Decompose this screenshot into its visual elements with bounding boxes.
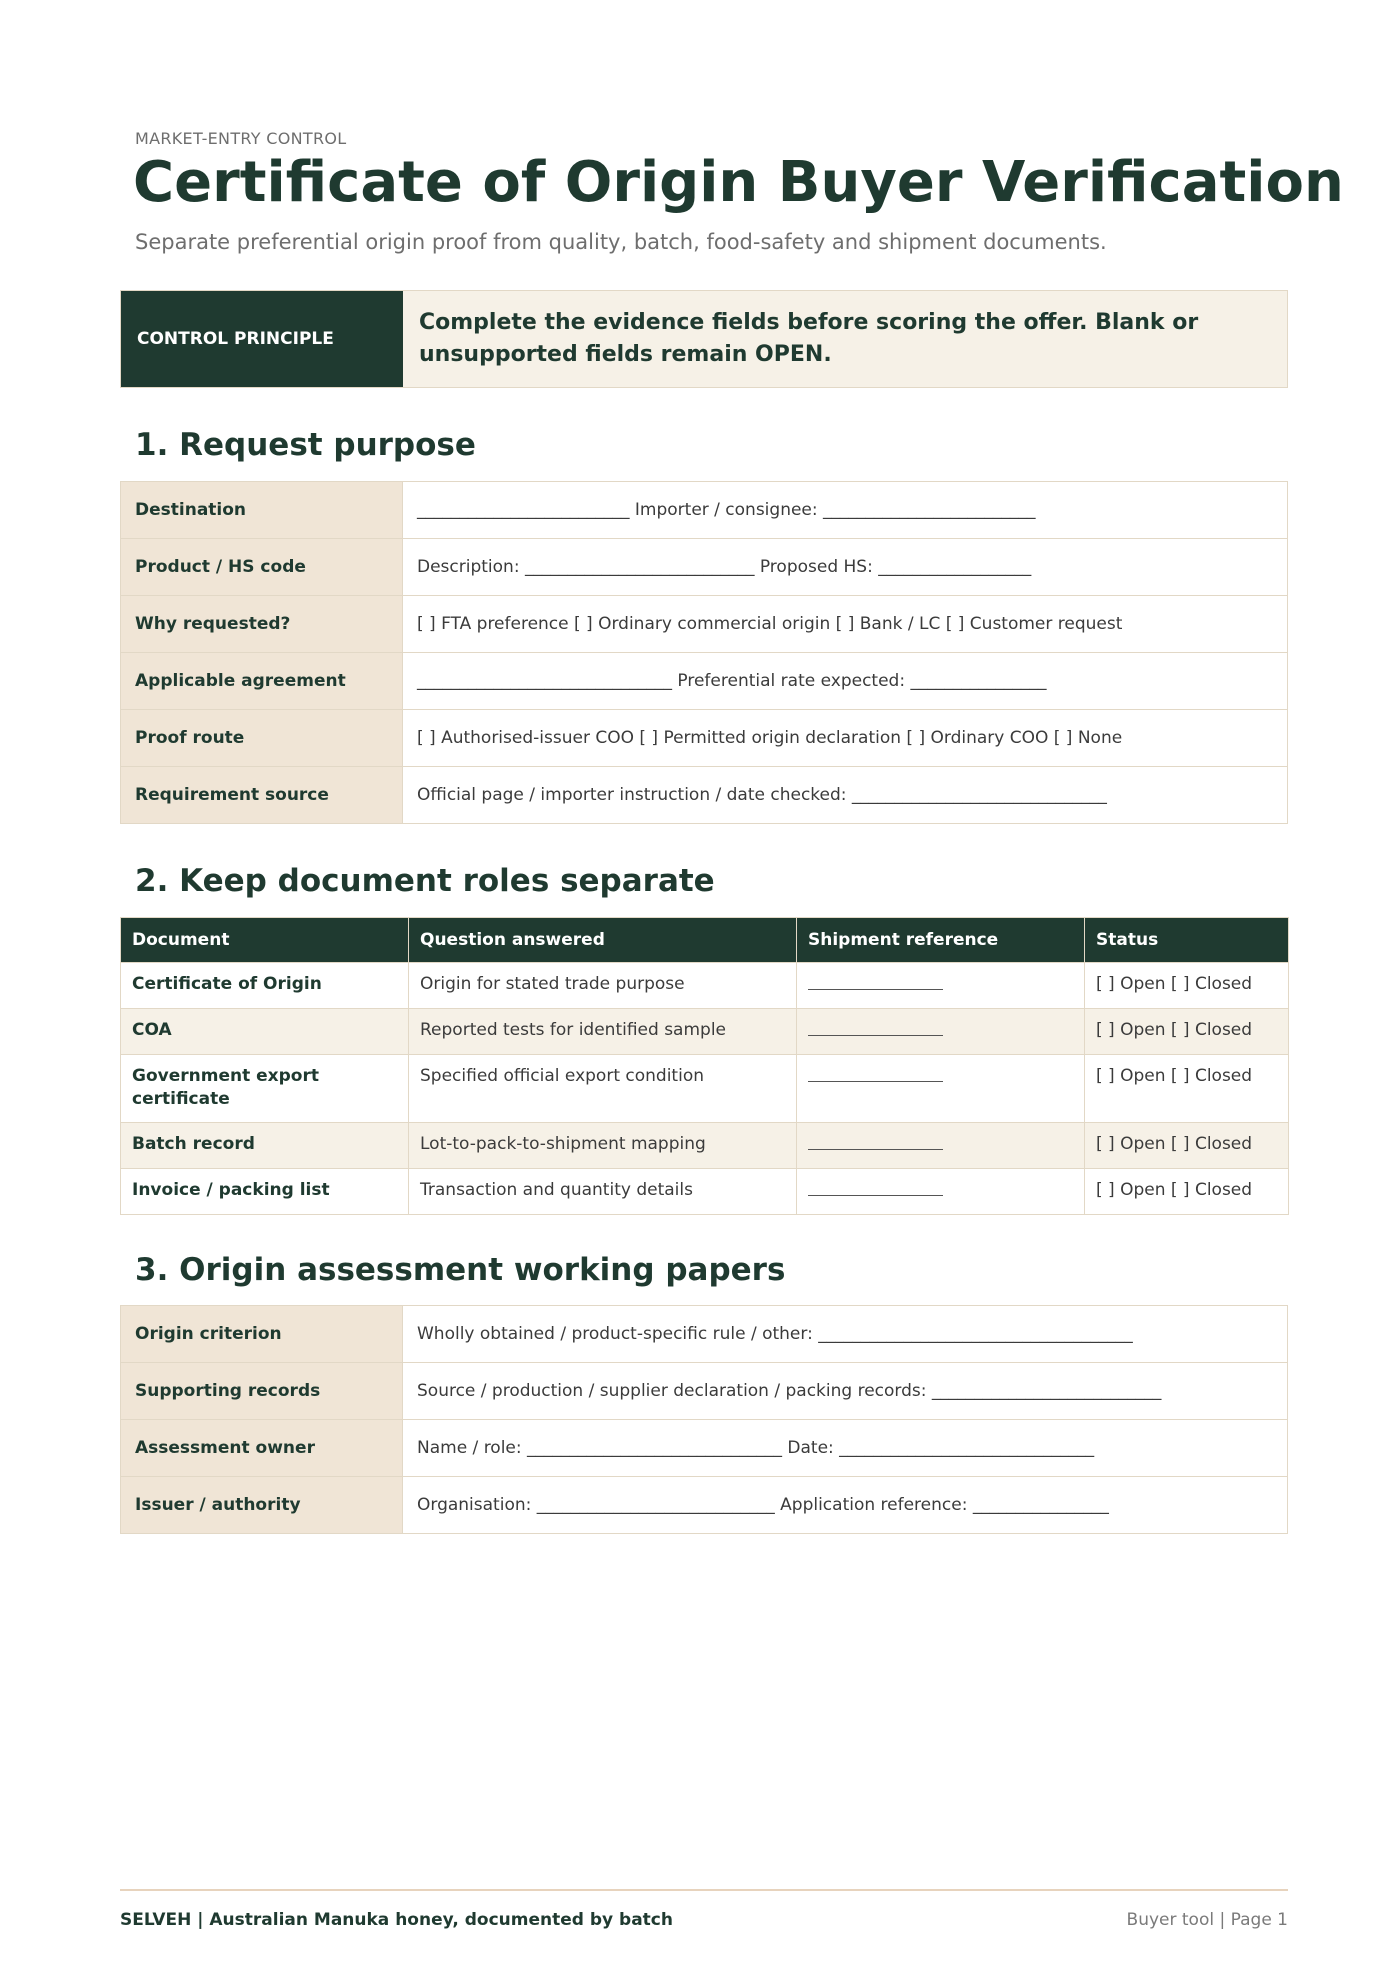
table-row — [121, 1306, 1288, 1363]
field-value[interactable]: [ ] Authorised-issuer COO [ ] Permitted origin declaration [ ] Ordinary COO [ ] None — [403, 710, 1288, 767]
document-roles-table — [120, 917, 1289, 1215]
request-purpose-table — [120, 481, 1288, 824]
question-answered: Origin for stated trade purpose — [409, 963, 797, 1009]
shipment-reference-field[interactable] — [797, 963, 1085, 1009]
status-field[interactable]: [ ] Open [ ] Closed — [1085, 1169, 1289, 1215]
field-value[interactable]: Name / role: ______________________________ Date: ______________________________ — [403, 1420, 1288, 1477]
field-value[interactable]: [ ] FTA preference [ ] Ordinary commercial origin [ ] Bank / LC [ ] Customer request — [403, 596, 1288, 653]
table-row — [121, 1363, 1288, 1420]
footer-rule — [120, 1889, 1288, 1891]
question-answered: Transaction and quantity details — [409, 1169, 797, 1215]
document-name: Government export certificate — [121, 1055, 409, 1123]
table-row — [121, 1169, 1289, 1215]
field-label: Why requested? — [121, 596, 403, 653]
blank-line — [808, 1065, 943, 1082]
section-title-origin-assessment: 3. Origin assessment working papers — [135, 1252, 786, 1288]
control-principle — [120, 290, 1288, 388]
shipment-reference-field[interactable] — [797, 1009, 1085, 1055]
page-subtitle: Separate preferential origin proof from quality, batch, food-safety and shipment documents. — [135, 230, 1107, 254]
blank-line — [808, 1179, 943, 1196]
column-header: Status — [1085, 918, 1289, 963]
field-label: Requirement source — [121, 767, 403, 824]
table-row — [121, 963, 1289, 1009]
table-row — [121, 1123, 1289, 1169]
field-label: Product / HS code — [121, 539, 403, 596]
shipment-reference-field[interactable] — [797, 1169, 1085, 1215]
footer-page: Buyer tool | Page 1 — [1126, 1910, 1288, 1930]
eyebrow: MARKET-ENTRY CONTROL — [135, 129, 347, 148]
table-row — [121, 596, 1288, 653]
principle-label: CONTROL PRINCIPLE — [121, 291, 403, 387]
section-title-request-purpose: 1. Request purpose — [135, 427, 476, 463]
document-name: COA — [121, 1009, 409, 1055]
column-header: Document — [121, 918, 409, 963]
field-value[interactable]: _________________________ Importer / consignee: _________________________ — [403, 482, 1288, 539]
field-label: Issuer / authority — [121, 1477, 403, 1534]
question-answered: Lot-to-pack-to-shipment mapping — [409, 1123, 797, 1169]
status-field[interactable]: [ ] Open [ ] Closed — [1085, 963, 1289, 1009]
page-title: Certificate of Origin Buyer Verification — [133, 150, 1344, 215]
field-value[interactable]: Description: ___________________________ Proposed HS: __________________ — [403, 539, 1288, 596]
table-header-row — [121, 918, 1289, 963]
table-row — [121, 653, 1288, 710]
table-row — [121, 1477, 1288, 1534]
blank-line — [808, 973, 943, 990]
shipment-reference-field[interactable] — [797, 1123, 1085, 1169]
origin-assessment-table — [120, 1305, 1288, 1534]
field-label: Supporting records — [121, 1363, 403, 1420]
table-row — [121, 539, 1288, 596]
field-label: Origin criterion — [121, 1306, 403, 1363]
shipment-reference-field[interactable] — [797, 1055, 1085, 1123]
footer-brand: SELVEH | Australian Manuka honey, documented by batch — [120, 1910, 673, 1930]
column-header: Question answered — [409, 918, 797, 963]
document-name: Invoice / packing list — [121, 1169, 409, 1215]
field-label: Proof route — [121, 710, 403, 767]
status-field[interactable]: [ ] Open [ ] Closed — [1085, 1123, 1289, 1169]
status-field[interactable]: [ ] Open [ ] Closed — [1085, 1009, 1289, 1055]
field-value[interactable]: Wholly obtained / product-specific rule / other: _____________________________________ — [403, 1306, 1288, 1363]
table-row — [121, 1420, 1288, 1477]
field-value[interactable]: Source / production / supplier declaration / packing records: ___________________________ — [403, 1363, 1288, 1420]
field-value[interactable]: Official page / importer instruction / date checked: ______________________________ — [403, 767, 1288, 824]
document-name: Batch record — [121, 1123, 409, 1169]
blank-line — [808, 1019, 943, 1036]
column-header: Shipment reference — [797, 918, 1085, 963]
blank-line — [808, 1133, 943, 1150]
table-row — [121, 710, 1288, 767]
field-label: Destination — [121, 482, 403, 539]
document-name: Certificate of Origin — [121, 963, 409, 1009]
table-row — [121, 767, 1288, 824]
principle-text: Complete the evidence fields before scoring the offer. Blank or unsupported fields remain OPEN. — [403, 291, 1287, 387]
field-value[interactable]: Organisation: ____________________________ Application reference: ________________ — [403, 1477, 1288, 1534]
question-answered: Specified official export condition — [409, 1055, 797, 1123]
table-row — [121, 482, 1288, 539]
question-answered: Reported tests for identified sample — [409, 1009, 797, 1055]
section-title-document-roles: 2. Keep document roles separate — [135, 863, 715, 899]
table-row — [121, 1055, 1289, 1123]
status-field[interactable]: [ ] Open [ ] Closed — [1085, 1055, 1289, 1123]
field-label: Assessment owner — [121, 1420, 403, 1477]
field-label: Applicable agreement — [121, 653, 403, 710]
table-row — [121, 1009, 1289, 1055]
field-value[interactable]: ______________________________ Preferential rate expected: ________________ — [403, 653, 1288, 710]
